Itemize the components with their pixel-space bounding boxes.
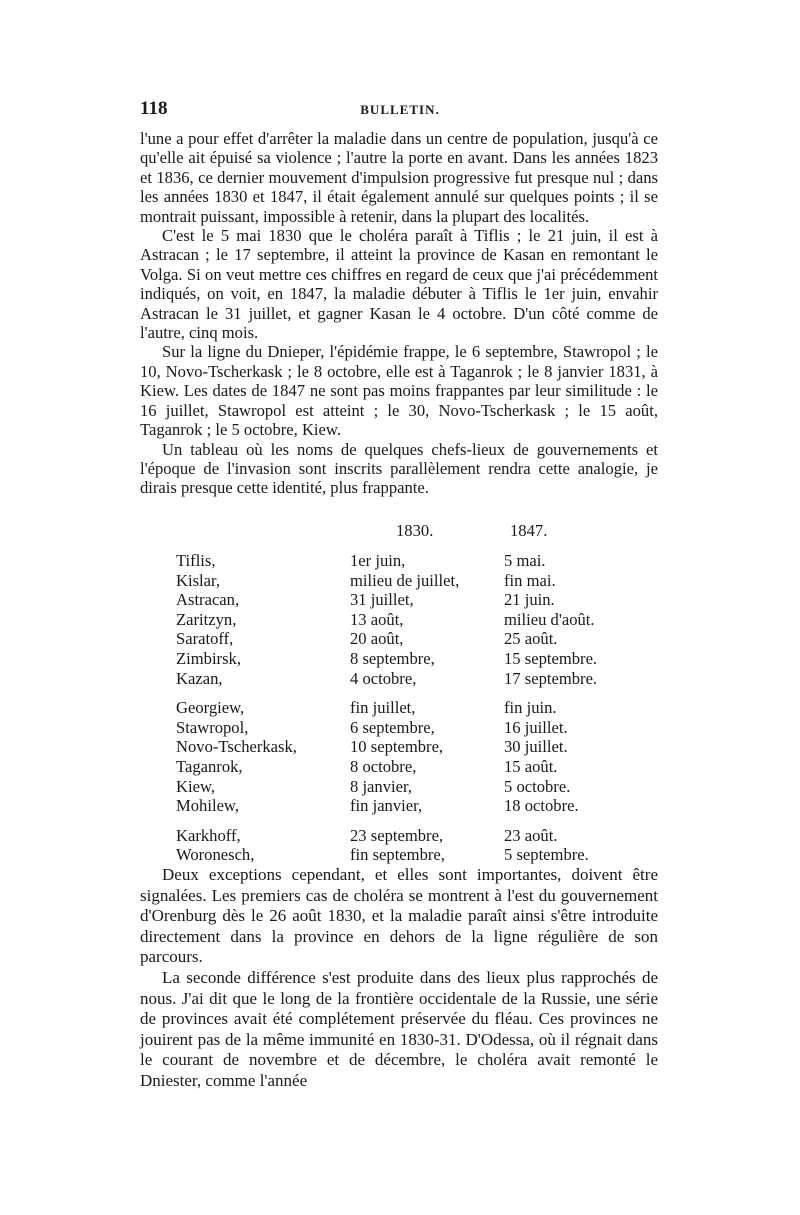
date-1847-cell: 25 août. <box>504 629 558 649</box>
date-1830-cell: fin juillet, <box>350 698 416 718</box>
date-1847-cell: 5 octobre. <box>504 776 571 796</box>
city-cell: Kislar, <box>176 570 221 590</box>
paragraph: Sur la ligne du Dnieper, l'épidémie frappe, le 6 septembre, Stawropol ; le 10, Novo-Tscherkask ; le 8 octobre, elle est à Taganrok ; le 8 janvier 1831, à Kiew. Les dates de 1847 ne sont pas moins frappantes par leur similitude : le 16 juillet, Stawropol est atteint ; le 30, Novo-Tscherkask ; le 15 août, Taganrok ; le 5 octobre, Kiew. <box>140 342 658 440</box>
date-1830-cell: fin septembre, <box>350 845 445 865</box>
date-1847-cell: 17 septembre. <box>504 668 598 688</box>
table-row <box>140 610 660 630</box>
date-1830-cell: fin janvier, <box>350 796 423 816</box>
table-row <box>140 590 660 610</box>
city-cell: Woronesch, <box>176 845 255 865</box>
page-number: 118 <box>140 98 168 119</box>
table-row <box>140 757 660 777</box>
date-1847-cell: 30 juillet. <box>504 737 568 757</box>
date-1830-cell: 20 août, <box>350 629 404 649</box>
paragraph: C'est le 5 mai 1830 que le choléra paraît à Tiflis ; le 21 juin, il est à Astracan ; le 17 septembre, il atteint la province de Kasan en remontant le Volga. Si on veut mettre ces chiffres en regard de ceux que j'ai précédemment indiqués, on voit, en 1847, la maladie débuter à Tiflis le 1er juin, envahir Astracan le 31 juillet, et gagner Kasan le 4 octobre. D'un côté comme de l'autre, cinq mois. <box>140 226 658 343</box>
date-1830-cell: 10 septembre, <box>350 737 444 757</box>
table-row <box>140 649 660 669</box>
date-1830-cell: 8 janvier, <box>350 776 412 796</box>
city-cell: Novo-Tscherkask, <box>176 737 297 757</box>
table-row <box>140 796 660 816</box>
table-row <box>140 845 660 865</box>
table-group <box>140 551 660 688</box>
date-1830-cell: milieu de juillet, <box>350 570 460 590</box>
date-1830-cell: 13 août, <box>350 609 404 629</box>
paragraph: Un tableau où les noms de quelques chefs-lieux de gouvernements et l'époque de l'invasion sont inscrits parallèlement rendra cette analogie, je dirais presque cette identité, plus frappante. <box>140 439 658 498</box>
city-cell: Saratoff, <box>176 629 234 649</box>
city-cell: Kiew, <box>176 776 216 796</box>
paragraph: l'une a pour effet d'arrêter la maladie dans un centre de population, jusqu'à ce qu'elle ait épuisé sa violence ; l'autre la porte en avant. Dans les années 1823 et 1836, ce dernier mouvement d'impulsion progressive fut presque nul ; dans les années 1830 et 1847, il était également annulé sur quelques points ; il se montrait puissant, impossible à retenir, dans la plupart des localités. <box>140 129 658 226</box>
date-1830-cell: 31 juillet, <box>350 590 414 610</box>
date-1830-cell: 8 octobre, <box>350 756 417 776</box>
city-cell: Astracan, <box>176 590 240 610</box>
date-1830-cell: 8 septembre, <box>350 648 435 668</box>
table-row <box>140 629 660 649</box>
city-cell: Kazan, <box>176 668 223 688</box>
table-group <box>140 826 660 865</box>
city-cell: Zaritzyn, <box>176 609 237 629</box>
date-1830-cell: 4 octobre, <box>350 668 417 688</box>
running-head: BULLETIN. <box>360 102 440 117</box>
paragraph: La seconde différence s'est produite dans des lieux plus rapprochés de nous. J'ai dit que le long de la frontière occidentale de la Russie, une série de provinces avait été complétement préservée du fléau. Ces provinces ne jouirent pas de la même immunité en 1830-31. D'Odessa, où il régnait dans le courant de novembre et de décembre, le choléra avait remonté le Dniester, comme l'année <box>140 967 658 1090</box>
city-cell: Zimbirsk, <box>176 648 241 668</box>
table-row <box>140 571 660 591</box>
table-row <box>140 737 660 757</box>
date-1847-cell: 15 août. <box>504 756 558 776</box>
invasion-dates-table <box>140 521 660 865</box>
date-1847-cell: fin mai. <box>504 570 556 590</box>
paragraph: Deux exceptions cependant, et elles sont importantes, doivent être signalées. Les premiers cas de choléra se montrent à l'est du gouvernement d'Orenburg dès le 26 août 1830, et la maladie paraît ainsi s'être introduite directement dans la province en dehors de la ligne régulière de son parcours. <box>140 865 658 967</box>
date-1847-cell: 15 septembre. <box>504 648 598 668</box>
date-1847-cell: 21 juin. <box>504 590 555 610</box>
city-cell: Karkhoff, <box>176 825 241 845</box>
city-cell: Mohilew, <box>176 796 239 816</box>
table-row <box>140 777 660 797</box>
table-row <box>140 718 660 738</box>
city-cell: Stawropol, <box>176 717 249 737</box>
city-cell: Taganrok, <box>176 756 243 776</box>
body-text-bottom <box>140 865 658 1092</box>
table-row <box>140 551 660 571</box>
date-1847-cell: 16 juillet. <box>504 717 568 737</box>
page-header <box>140 98 660 122</box>
table-row <box>140 669 660 689</box>
city-cell: Georgiew, <box>176 698 245 718</box>
table-header <box>140 521 660 545</box>
body-text-top <box>140 129 658 498</box>
table-row <box>140 826 660 846</box>
date-1830-cell: 23 septembre, <box>350 825 444 845</box>
table-row <box>140 698 660 718</box>
date-1847-cell: milieu d'août. <box>504 609 595 629</box>
date-1830-cell: 1er juin, <box>350 551 406 570</box>
table-group <box>140 698 660 816</box>
date-1847-cell: 5 septembre. <box>504 845 589 865</box>
date-1847-cell: fin juin. <box>504 698 557 718</box>
date-1847-cell: 5 mai. <box>504 551 546 570</box>
year-1830-header: 1830. <box>396 521 434 540</box>
year-1847-header: 1847. <box>510 521 548 540</box>
date-1830-cell: 6 septembre, <box>350 717 435 737</box>
city-cell: Tiflis, <box>176 551 216 570</box>
date-1847-cell: 23 août. <box>504 825 558 845</box>
date-1847-cell: 18 octobre. <box>504 796 579 816</box>
